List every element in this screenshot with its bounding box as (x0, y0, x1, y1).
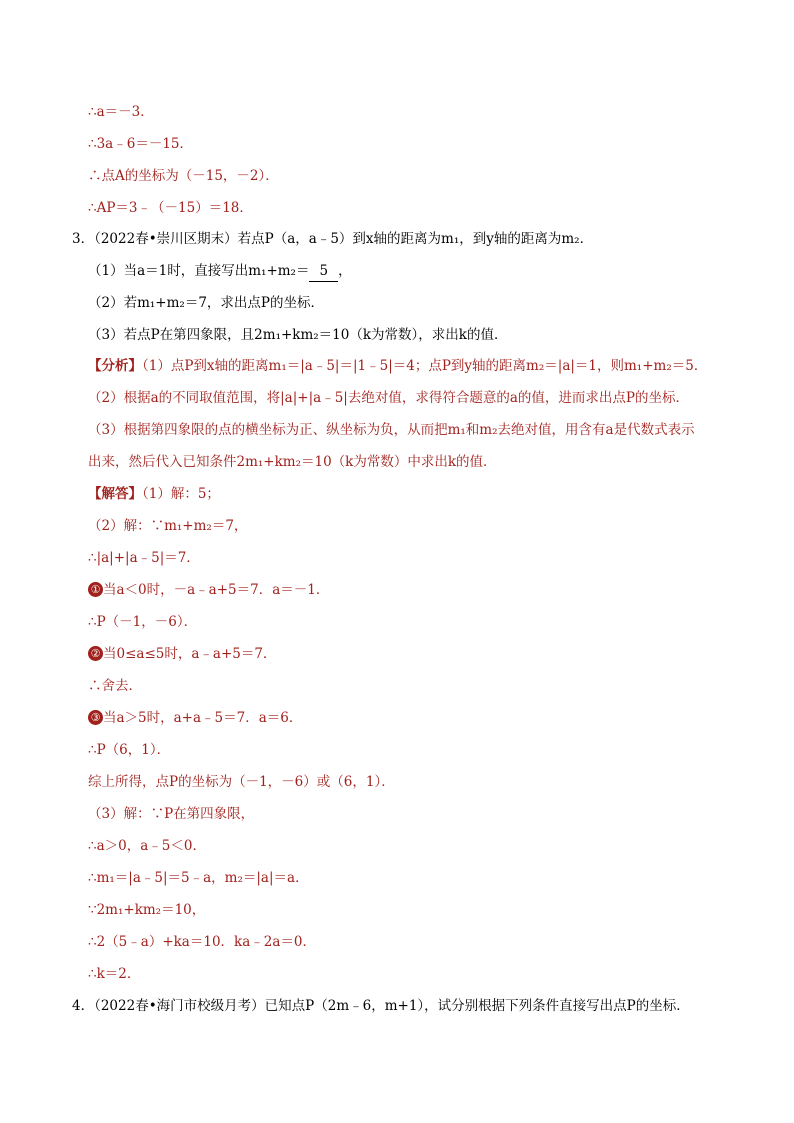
solution-line: ∴|a|+|a﹣5|＝7． (88, 550, 200, 566)
question-3-part-3: （3）若点P在第四象限，且2m₁+km₂＝10（k为常数），求出k的值． (88, 327, 508, 343)
question-4-stem: 4．（2022春•海门市校级月考）已知点P（2m﹣6，m+1），试分别根据下列条件直接写出点P的坐标． (72, 998, 690, 1014)
case-text: 当0≤a≤5时，a﹣a+5＝7． (103, 646, 277, 662)
solution-line: （3）解：∵P在第四象限， (88, 806, 255, 822)
solution-line: ∴a＝－3． (88, 104, 154, 120)
solution-line: （2）解：∵m₁+m₂＝7， (88, 518, 248, 534)
solution-line: ∴AP＝3﹣（－15）＝18． (88, 200, 253, 216)
case-text: 当a＜0时，－a﹣a+5＝7．a＝－1． (103, 582, 330, 598)
answer-blank: 5 (309, 261, 338, 282)
analysis-tag: 【分析】 (88, 358, 142, 374)
solution-line: 综上所得，点P的坐标为（－1，－6）或（6，1）． (88, 774, 395, 790)
solution-text: （1）解：5； (142, 486, 220, 502)
solution-line: ∴点A的坐标为（－15，－2）． (88, 168, 279, 184)
case-2-line (88, 644, 276, 664)
solution-line: ∴3a﹣6＝－15． (88, 136, 193, 152)
analysis-text: （1）点P到x轴的距离m₁＝|a﹣5|＝|1﹣5|＝4；点P到y轴的距离m₂＝|a|＝1，则m₁+m₂＝5． (142, 358, 708, 374)
part-1-tail: ， (338, 263, 352, 279)
solution-line: ∴P（－1，－6）． (88, 614, 198, 630)
solution-line: ∵2m₁+km₂＝10， (88, 902, 206, 918)
solution-line: ∴m₁＝|a﹣5|＝5﹣a，m₂＝|a|＝a． (88, 870, 309, 886)
part-1-text: （1）当a＝1时，直接写出m₁+m₂＝ (88, 263, 310, 279)
case-text: 当a＞5时，a+a﹣5＝7．a＝6． (103, 710, 303, 726)
solution-line: ∴k＝2． (88, 966, 141, 982)
case-1-line (88, 580, 329, 600)
solution-line: ∴2（5﹣a）+ka＝10．ka﹣2a＝0． (88, 934, 316, 950)
case-3-line (88, 708, 302, 728)
circled-number-3: ③ (88, 710, 103, 725)
question-3-part-2: （2）若m₁+m₂＝7，求出点P的坐标． (88, 295, 324, 311)
analysis-line-3: （3）根据第四象限的点的横坐标为正、纵坐标为负，从而把m₁和m₂去绝对值，用含有a是代数式表示 (88, 422, 695, 438)
solution-line: ∴舍去． (88, 678, 142, 694)
solution-line: ∴a＞0，a﹣5＜0． (88, 838, 206, 854)
analysis-line-4: 出来，然后代入已知条件2m₁+km₂＝10（k为常数）中求出k的值． (88, 454, 497, 470)
analysis-line-2: （2）根据a的不同取值范围，将|a|+|a﹣5|去绝对值，求得符合题意的a的值，进而求出点P的坐标． (88, 390, 689, 406)
solution-line-1 (88, 484, 220, 504)
question-3-stem: 3．（2022春•崇川区期末）若点P（a，a﹣5）到x轴的距离为m₁，到y轴的距离为m₂． (72, 231, 594, 247)
analysis-line-1 (88, 356, 707, 376)
solution-tag: 【解答】 (88, 486, 142, 502)
circled-number-2: ② (88, 646, 103, 661)
circled-number-1: ① (88, 582, 103, 597)
question-3-part-1 (88, 261, 352, 282)
solution-line: ∴P（6，1）． (88, 742, 171, 758)
